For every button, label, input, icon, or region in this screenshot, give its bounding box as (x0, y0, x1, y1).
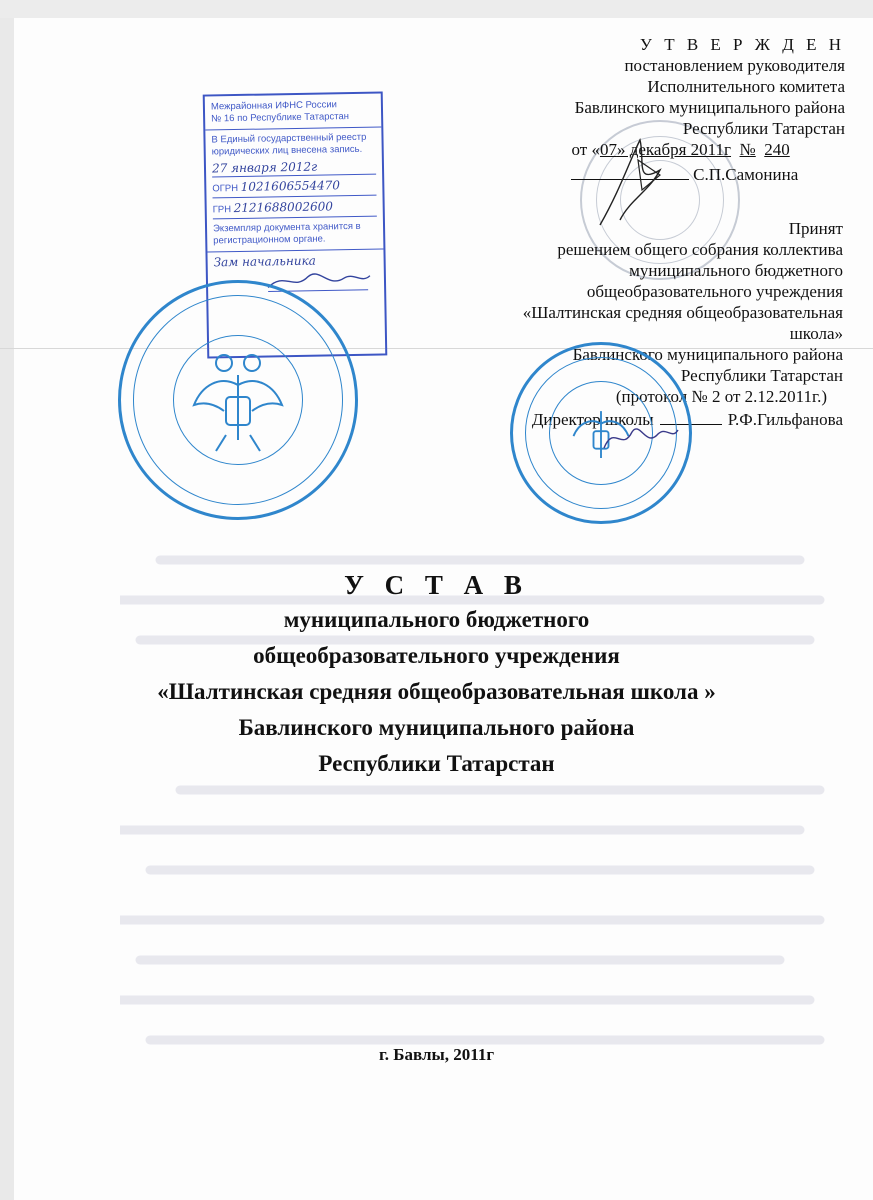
stamp-line-4: юридических лиц внесена запись. (211, 143, 363, 158)
number-label: № (739, 140, 756, 159)
title-line-4: Бавлинского муниципального района (238, 715, 635, 740)
approval-signature (590, 130, 680, 230)
order-number: 240 (764, 140, 790, 159)
title-line-3: «Шалтинская средняя общеобразовательная школа » (157, 679, 716, 704)
accepted-heading: Принят (788, 219, 843, 238)
stamp-line-1: Межрайонная ИФНС России (210, 99, 338, 113)
stamp-line-5: Экземпляр документа хранится в (212, 220, 361, 235)
accepted-line-7: Республики Татарстан (680, 366, 843, 385)
charter-title: У С Т А В (344, 570, 529, 600)
ogrn-label: ОГРН (212, 182, 239, 195)
date-day: 07 (599, 140, 617, 159)
approval-signer: С.П.Самонина (693, 165, 799, 184)
stamp-line-3: В Единый государственный реестр (211, 131, 367, 146)
tax-office-round-seal (118, 280, 358, 520)
scan-edge-top (0, 0, 873, 18)
approval-line-4: Республики Татарстан (682, 119, 845, 138)
title-line-1: муниципального бюджетного (283, 607, 590, 632)
stamp-position-handwritten: Зам начальника (213, 253, 316, 270)
stamp-ogrn-row (212, 179, 376, 199)
grn-label: ГРН (212, 204, 232, 216)
approval-heading: У Т В Е Р Ж Д Е Н (639, 35, 845, 54)
charter-title-block (0, 568, 873, 782)
protocol-line: (протокол № 2 от 2.12.2011г.) (615, 387, 827, 406)
accepted-line-2: муниципального бюджетного (629, 261, 843, 280)
date-prefix: от « (571, 140, 600, 159)
accepted-line-1: решением общего собрания коллектива (557, 240, 843, 259)
stamp-line-6: регистрационном органе. (213, 233, 326, 247)
coat-of-arms-icon (190, 345, 286, 455)
title-line-2: общеобразовательного учреждения (253, 643, 620, 668)
date-rest: » декабря 2011г (616, 140, 732, 159)
accepted-line-4: «Шалтинская средняя общеобразовательная (522, 303, 843, 322)
accepted-line-6: Бавлинского муниципального района (572, 345, 843, 364)
stamp-line-2: № 16 по Республике Татарстан (211, 111, 350, 125)
stamp-divider (207, 248, 383, 252)
director-label: Директор школы (531, 410, 654, 429)
stamp-divider (205, 126, 381, 130)
approval-line-1: постановлением руководителя (624, 56, 845, 75)
approval-line-3: Бавлинского муниципального района (574, 98, 845, 117)
stamp-date-handwritten: 27 января 2012г (212, 160, 376, 178)
title-line-5: Республики Татарстан (318, 751, 555, 776)
director-signature (600, 418, 680, 458)
accepted-line-5: школа» (789, 324, 843, 343)
city-year: г. Бавлы, 2011г (378, 1045, 495, 1064)
accepted-line-3: общеобразовательного учреждения (586, 282, 843, 301)
ogrn-handwritten: 1021606554470 (240, 178, 341, 194)
stamp-grn-row (213, 200, 377, 220)
approval-line-2: Исполнительного комитета (647, 77, 845, 96)
grn-handwritten: 2121688002600 (233, 199, 334, 216)
director-name: Р.Ф.Гильфанова (727, 410, 843, 429)
